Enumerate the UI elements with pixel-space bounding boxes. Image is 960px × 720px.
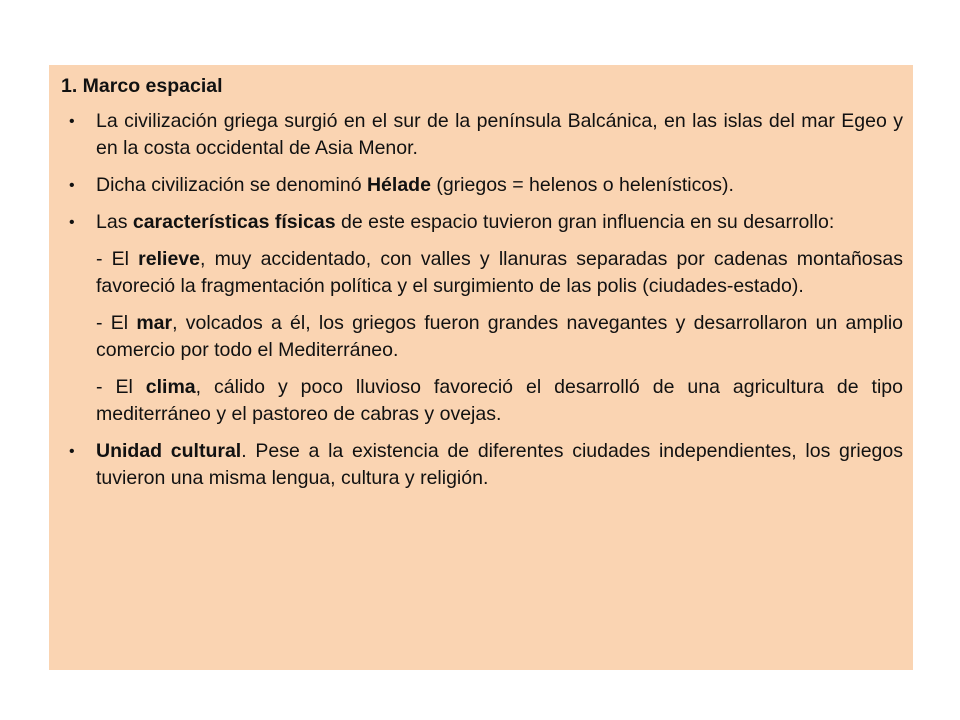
bullet-dot-icon: • (69, 443, 75, 460)
bullet-physical-pre: Las (96, 211, 133, 233)
sub-sea-post: , volcados a él, los griegos fueron grandes navegantes y desarrollaron un amplio comercio por todo el Mediterráneo. (96, 312, 903, 361)
sub-climate-post: , cálido y poco lluvioso favoreció el desarrolló de una agricultura de tipo mediterráneo y el pastoreo de cabras y ovejas. (96, 376, 903, 425)
sub-climate-pre: - El (96, 376, 146, 398)
bullet-location-text: La civilización griega surgió en el sur de la península Balcánica, en las islas del mar Egeo y en la costa occidental de Asia Menor. (96, 110, 903, 159)
sub-sea-pre: - El (96, 312, 137, 334)
sub-climate-bold: clima (145, 376, 196, 398)
bullet-dot-icon: • (69, 177, 75, 194)
bullet-physical-post: de este espacio tuvieron gran influencia en su desarrollo: (335, 211, 835, 233)
bullet-physical (61, 209, 903, 236)
bullet-name-bold: Hélade (366, 174, 431, 196)
bullet-cultural-unity-post: . Pese a la existencia de diferentes ciudades independientes, los griegos tuvieron una misma lengua, cultura y religión. (96, 440, 903, 489)
bullet-name-pre: Dicha civilización se denominó (96, 174, 367, 196)
bullet-name-post: (griegos = helenos o helenísticos). (430, 174, 734, 196)
bullet-name (61, 172, 903, 199)
sub-sea-bold: mar (136, 312, 173, 334)
sub-relief-pre: - El (96, 248, 139, 270)
sub-relief-post: , muy accidentado, con valles y llanuras separadas por cadenas montañosas favoreció la fragmentación política y el surgimiento de las polis (ciudades-estado). (96, 248, 903, 297)
bullet-dot-icon: • (69, 214, 75, 231)
sub-relief (61, 246, 903, 300)
bullet-physical-bold: características físicas (132, 211, 336, 233)
sub-sea (61, 310, 903, 364)
bullet-cultural-unity-bold: Unidad cultural (96, 440, 242, 462)
sub-relief-bold: relieve (138, 248, 200, 270)
bullet-location (61, 108, 903, 162)
section-heading: 1. Marco espacial (61, 75, 223, 97)
bullet-cultural-unity (61, 438, 903, 492)
sub-climate (61, 374, 903, 428)
content-panel (49, 65, 913, 670)
bullet-dot-icon: • (69, 113, 75, 130)
